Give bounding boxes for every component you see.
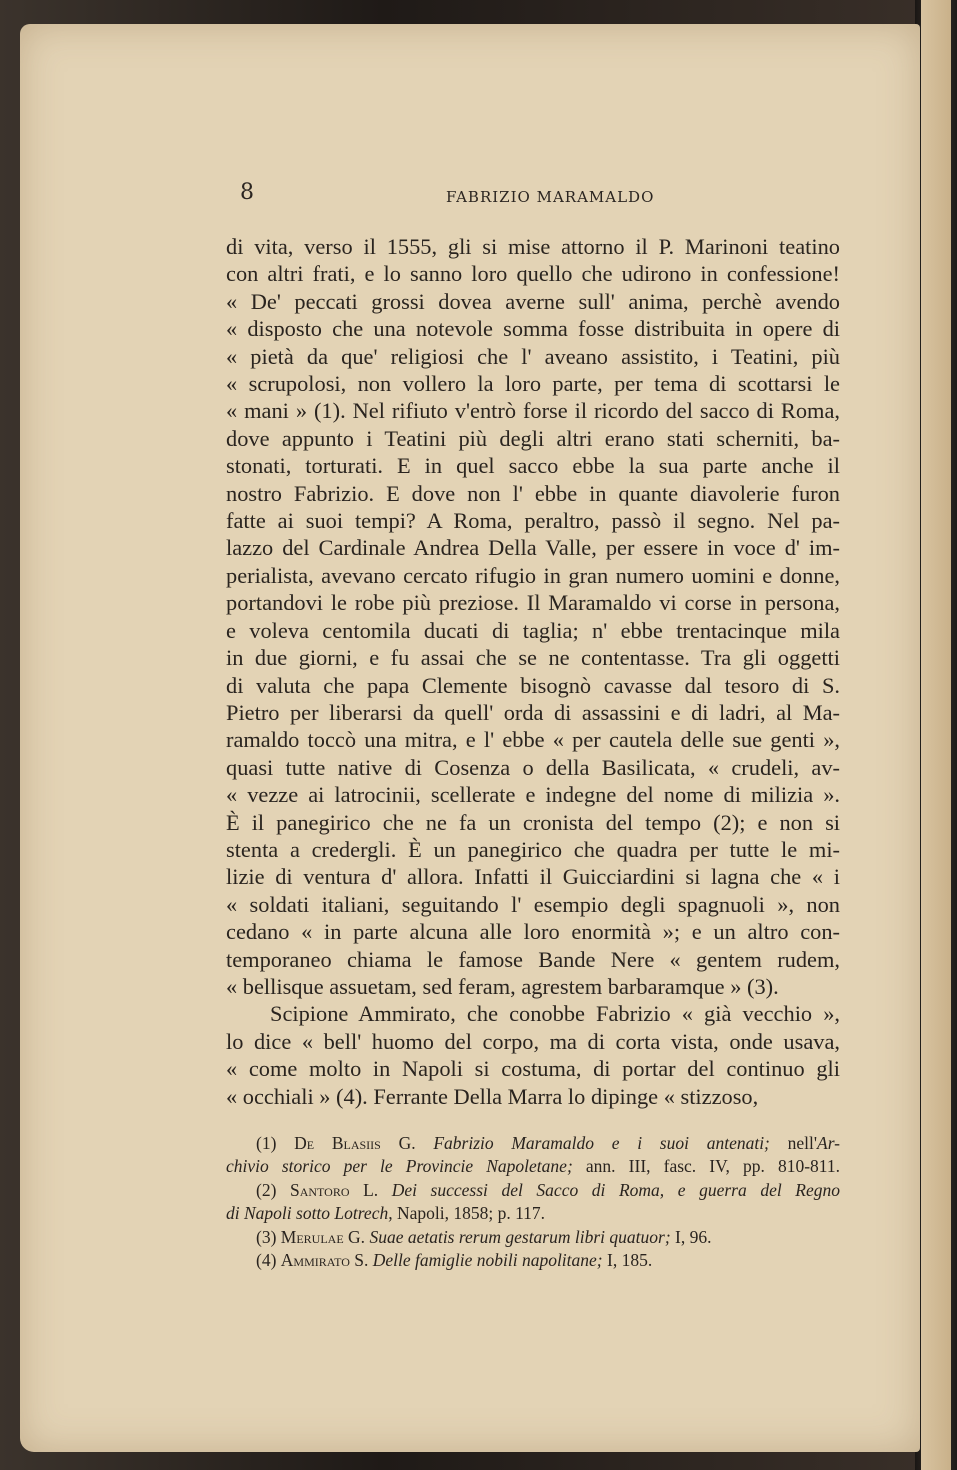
body-line: « bellisque assuetam, sed feram, agrestem barbaramque » (3). (226, 973, 779, 999)
body-line: stenta a credergli. È un panegirico che quadra per tutte le mi- (226, 836, 840, 862)
body-line: « De' peccati grossi dovea averne sull' anima, perchè avendo (226, 288, 840, 314)
footnote-2-cont: di Napoli sotto Lotrech, Napoli, 1858; p. 117. (226, 1203, 546, 1224)
body-line: ramaldo toccò una mitra, e l' ebbe « per cautela delle sue genti », (226, 727, 840, 753)
body-line: « occhiali » (4). Ferrante Della Marra lo dipinge « stizzoso, (226, 1083, 759, 1109)
body-line: cedano « in parte alcuna alle loro enormità »; e un altro con- (226, 919, 840, 945)
body-line: di vita, verso il 1555, gli si mise attorno il P. Marinoni teatino (226, 234, 840, 259)
body-line: È il panegirico che ne fa un cronista del tempo (2); e non si (226, 809, 840, 835)
body-line: « come molto in Napoli si costuma, di portar del continuo gli (226, 1056, 840, 1082)
footnote-3: (3) Merulae G. Suae aetatis rerum gestarum libri quatuor; I, 96. (256, 1226, 712, 1247)
body-line: « vezze ai latrocinii, scellerate e indegne del nome di milizia ». (226, 782, 840, 808)
body-line: temporaneo chiama le famose Bande Nere « gentem rudem, (226, 946, 840, 972)
body-line: Scipione Ammirato, che conobbe Fabrizio « già vecchio », (270, 1001, 840, 1027)
footnote-1: (1) De Blasiis G. Fabrizio Maramaldo e i suoi antenati; nell'Ar- (256, 1133, 841, 1153)
footnote-4: (4) Ammirato S. Delle famiglie nobili napolitane; I, 185. (256, 1250, 653, 1271)
body-line: di valuta che papa Clemente bisognò cavasse dal tesoro di S. (226, 672, 840, 698)
body-line: stonati, torturati. E in quel sacco ebbe la sua parte anche il (226, 453, 840, 479)
body-line: « scrupolosi, non vollero la loro parte, per tema di scottarsi le (226, 371, 840, 397)
body-line: lizie di ventura d' allora. Infatti il Guicciardini si lagna che « i (226, 864, 840, 890)
body-line: lazzo del Cardinale Andrea Della Valle, per essere in voce d' im- (226, 535, 840, 561)
body-line: in due giorni, e fu assai che se ne contentasse. Tra gli oggetti (226, 645, 840, 671)
body-line: portandovi le robe più preziose. Il Maramaldo vi corse in persona, (226, 590, 840, 616)
page-number: 8 (240, 180, 254, 205)
body-line: « mani » (1). Nel rifiuto v'entrò forse il ricordo del sacco di Roma, (226, 398, 840, 424)
body-text (226, 233, 840, 1110)
body-line: nostro Fabrizio. E dove non l' ebbe in quante diavolerie furon (226, 480, 840, 506)
body-line: dove appunto i Teatini più degli altri erano stati scherniti, ba- (226, 425, 840, 451)
footnote-2: (2) Santoro L. Dei successi del Sacco di Roma, e guerra del Regno (256, 1179, 840, 1200)
body-line: « disposto che una notevole somma fosse distribuita in opere di (226, 316, 840, 342)
running-title: FABRIZIO MARAMALDO (446, 188, 655, 206)
body-line: quasi tutte native di Cosenza o della Basilicata, « crudeli, av- (226, 754, 840, 780)
footnote-1-cont: chivio storico per le Provincie Napoletane; ann. III, fasc. IV, pp. 810-811. (226, 1156, 841, 1177)
body-line: lo dice « bell' huomo del corpo, ma di corta vista, onde usava, (226, 1028, 840, 1054)
next-page-edge (921, 0, 951, 1470)
body-line: « soldati italiani, seguitando l' esempio degli spagnuoli », non (226, 891, 840, 917)
body-line: fatte ai suoi tempi? A Roma, peraltro, passò il segno. Nel pa- (226, 508, 840, 534)
body-line: e voleva centomila ducati di taglia; n' ebbe trentacinque mila (226, 617, 840, 643)
body-line: « pietà da que' religiosi che l' aveano assistito, i Teatini, più (226, 343, 840, 369)
body-line: perialista, avevano cercato rifugio in gran numero uomini e donne, (226, 562, 840, 588)
body-line: con altri frati, e lo sanno loro quello che udirono in confessione! (226, 261, 840, 287)
footnotes (226, 1132, 840, 1272)
body-line: Pietro per liberarsi da quell' orda di assassini e di ladri, al Ma- (226, 699, 840, 725)
